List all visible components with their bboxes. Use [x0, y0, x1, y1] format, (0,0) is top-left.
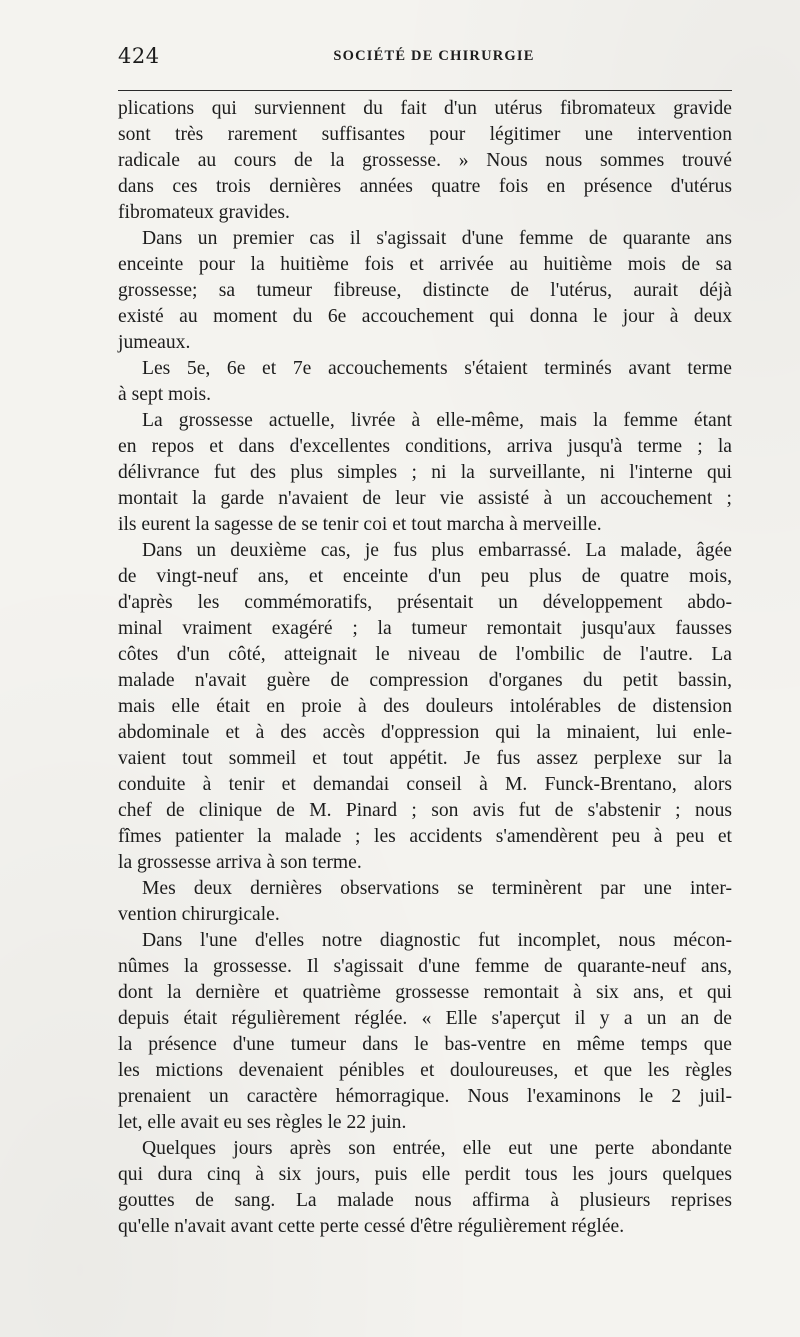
text-line: minal vraiment exagéré ; la tumeur remontait jusqu'aux fausses: [118, 618, 732, 639]
text-line: plications qui surviennent du fait d'un utérus fibromateux gravide: [118, 98, 732, 119]
paragraph: [118, 96, 732, 226]
paragraph: [118, 356, 732, 408]
text-line: let, elle avait eu ses règles le 22 juin.: [118, 1112, 407, 1133]
paragraph: [118, 1136, 732, 1240]
body-text: [118, 96, 732, 1240]
paragraph: [118, 876, 732, 928]
page-number: 424: [118, 44, 160, 68]
text-line: gouttes de sang. La malade nous affirma à plusieurs reprises: [118, 1190, 732, 1211]
text-line: abdominale et à des accès d'oppression qui la minaient, lui enle-: [118, 722, 732, 743]
paragraph: [118, 928, 732, 1136]
text-line: de vingt-neuf ans, et enceinte d'un peu plus de quatre mois,: [118, 566, 732, 587]
text-line: fibromateux gravides.: [118, 202, 290, 223]
text-line: qu'elle n'avait avant cette perte cessé d'être régulièrement réglée.: [118, 1216, 625, 1237]
text-line: en repos et dans d'excellentes conditions, arriva jusqu'à terme ; la: [118, 436, 732, 457]
text-line: dont la dernière et quatrième grossesse remontait à six ans, et qui: [118, 982, 732, 1003]
text-line: La grossesse actuelle, livrée à elle-même, mais la femme étant: [142, 410, 732, 431]
text-line: enceinte pour la huitième fois et arrivée au huitième mois de sa: [118, 254, 732, 275]
text-line: jumeaux.: [118, 332, 191, 353]
text-line: côtes d'un côté, atteignait le niveau de l'ombilic de l'autre. La: [118, 644, 732, 665]
text-line: mais elle était en proie à des douleurs intolérables de distension: [118, 696, 732, 717]
running-title: SOCIÉTÉ DE CHIRURGIE: [333, 48, 535, 64]
text-line: sont très rarement suffisantes pour légitimer une intervention: [118, 124, 732, 145]
header-rule: [118, 90, 732, 91]
text-line: Mes deux dernières observations se terminèrent par une inter-: [142, 878, 732, 899]
text-line: qui dura cinq à six jours, puis elle perdit tous les jours quelques: [118, 1164, 732, 1185]
paragraph: [118, 408, 732, 538]
text-line: la grossesse arriva à son terme.: [118, 852, 362, 873]
paragraph: [118, 226, 732, 356]
text-line: malade n'avait guère de compression d'organes du petit bassin,: [118, 670, 732, 691]
paragraph: [118, 538, 732, 876]
text-line: Les 5e, 6e et 7e accouchements s'étaient terminés avant terme: [142, 358, 732, 379]
text-line: depuis était régulièrement réglée. « Elle s'aperçut il y a un an de: [118, 1008, 732, 1029]
text-line: la présence d'une tumeur dans le bas-ventre en même temps que: [118, 1034, 732, 1055]
text-line: Quelques jours après son entrée, elle eut une perte abondante: [142, 1138, 732, 1159]
text-line: radicale au cours de la grossesse. » Nous nous sommes trouvé: [118, 150, 732, 171]
text-line: Dans un premier cas il s'agissait d'une femme de quarante ans: [142, 228, 732, 249]
text-line: montait la garde n'avaient de leur vie assisté à un accouchement ;: [118, 488, 732, 509]
running-head: [118, 40, 730, 70]
text-line: à sept mois.: [118, 384, 212, 405]
text-line: d'après les commémoratifs, présentait un développement abdo-: [118, 592, 732, 613]
text-line: conduite à tenir et demandai conseil à M. Funck-Brentano, alors: [118, 774, 732, 795]
text-line: Dans l'une d'elles notre diagnostic fut incomplet, nous mécon-: [142, 930, 732, 951]
text-line: nûmes la grossesse. Il s'agissait d'une femme de quarante-neuf ans,: [118, 956, 732, 977]
text-line: chef de clinique de M. Pinard ; son avis fut de s'abstenir ; nous: [118, 800, 732, 821]
text-line: grossesse; sa tumeur fibreuse, distincte de l'utérus, aurait déjà: [118, 280, 732, 301]
text-line: fîmes patienter la malade ; les accidents s'amendèrent peu à peu et: [118, 826, 732, 847]
text-line: délivrance fut des plus simples ; ni la surveillante, ni l'interne qui: [118, 462, 732, 483]
text-line: les mictions devenaient pénibles et douloureuses, et que les règles: [118, 1060, 732, 1081]
text-line: vention chirurgicale.: [118, 904, 280, 925]
text-line: existé au moment du 6e accouchement qui donna le jour à deux: [118, 306, 732, 327]
text-line: vaient tout sommeil et tout appétit. Je fus assez perplexe sur la: [118, 748, 732, 769]
text-line: ils eurent la sagesse de se tenir coi et tout marcha à merveille.: [118, 514, 602, 535]
text-line: dans ces trois dernières années quatre fois en présence d'utérus: [118, 176, 732, 197]
text-line: prenaient un caractère hémorragique. Nous l'examinons le 2 juil-: [118, 1086, 732, 1107]
text-line: Dans un deuxième cas, je fus plus embarrassé. La malade, âgée: [142, 540, 732, 561]
